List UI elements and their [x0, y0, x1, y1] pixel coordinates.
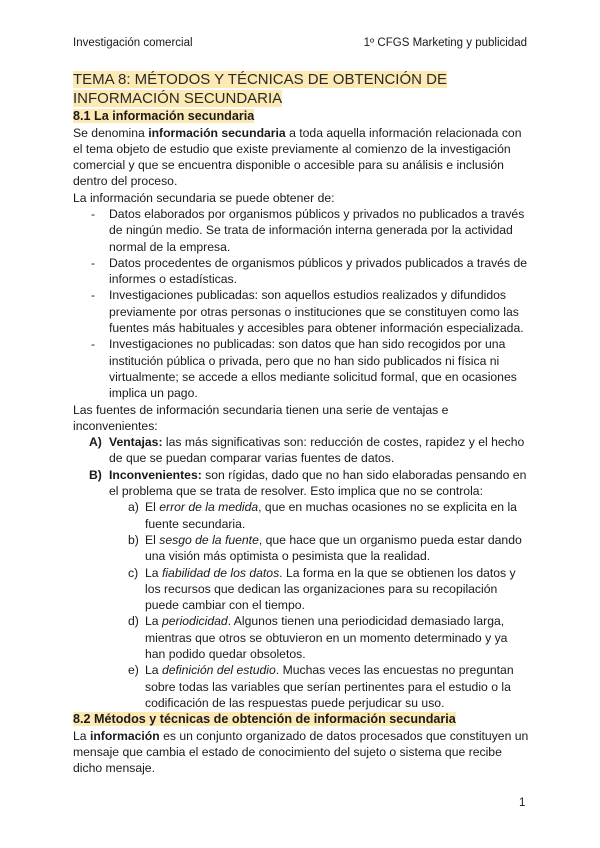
fuentes-paragraph: Las fuentes de información secundaria tienen una serie de ventajas e inconvenientes: [73, 402, 449, 433]
title-line-1: TEMA 8: MÉTODOS Y TÉCNICAS DE OBTENCIÓN DE [73, 71, 447, 88]
section-1-lead: La información secundaria se puede obtener de: [73, 190, 335, 205]
section-1-heading: 8.1 La información secundaria [73, 109, 255, 123]
pros-cons-list [73, 434, 529, 711]
page-number: 1 [519, 797, 526, 809]
document-body [73, 70, 529, 777]
page-title [73, 70, 529, 108]
section-1-intro: Se denomina información secundaria a toda aquella información relacionada con el tema objeto de estudio que existe previamente al comienzo de la investigación comercial y que se encuentra disponible o accesible para su análisis e inclusión dentro del proceso. [73, 125, 522, 189]
header-subject: Investigación comercial [73, 37, 193, 49]
sources-list [73, 206, 529, 402]
title-line-2: INFORMACIÓN SECUNDARIA [73, 90, 283, 107]
list-item: - Datos procedentes de organismos públicos y privados publicados a través de informes o estadísticas. [109, 255, 529, 288]
list-item: - Investigaciones publicadas: son aquellos estudios realizados y difundidos previamente por otras personas o instituciones que se constituyen como las fuentes más habituales y accesibles para obtener información especializada. [109, 287, 529, 336]
advantages-item: A) Ventajas: las más significativas son: reducción de costes, rapidez y el hecho de que se puedan comparar varias fuentes de datos. [89, 435, 525, 466]
sub-item: e) La definición del estudio. Muchas veces las encuestas no preguntan sobre todas las variables que serían pertinentes para el estudio o la codificación de las respuestas puede perjudicar su uso. [128, 663, 514, 710]
disadvantages-sublist [109, 499, 529, 711]
list-item: - Investigaciones no publicadas: son datos que han sido recogidos por una institución pública o privada, pero que no han sido publicados ni física ni virtualmente; se accede a ellos mediante solicitud formal, que en ocasiones implica un pago. [109, 336, 529, 401]
sub-item: d) La periodicidad. Algunos tienen una periodicidad demasiado larga, mientras que otros se obtuvieron en un momento determinado y ya han podido quedar obsoletos. [128, 614, 508, 661]
disadvantages-item: B) Inconvenientes: son rígidas, dado que no han sido elaboradas pensando en el problema que se trata de resolver. Esto implica que no se controla: a) El error de la medida, que en muchas ocasiones no se explicita en la fuente secundaria. b) El sesgo de la fuente, que hace que un organismo pueda estar dando una visión más optimista o pesimista que la realidad. c) La fiabilidad de los datos. La forma en la que se obtienen los datos y los recursos que dedican las organizaciones para su recopilación puede cambiar con el tiempo. d) La periodicidad. Algunos tienen una periodicidad demasiado larga, mientras que otros se obtuvieron en un momento determinado y ya han podido quedar obsoletos. e) La definición del estudio. Muchas veces las encuestas no preguntan sobre todas las variables que serían pertinentes para el estudio o la codificación de las respuestas puede perjudicar su uso. [109, 467, 529, 711]
section-2-heading: 8.2 Métodos y técnicas de obtención de información secundaria [73, 712, 456, 727]
sub-item: a) El error de la medida, que en muchas ocasiones no se explicita en la fuente secundaria. [128, 500, 517, 531]
list-item: - Datos elaborados por organismos públicos y privados no publicados a través de ningún medio. Se trata de información interna generada por la actividad normal de la empresa. [109, 206, 529, 255]
section-2-intro: La información es un conjunto organizado de datos procesados que constituyen un mensaje que cambia el estado de conocimiento del sujeto o sistema que recibe dicho mensaje. [73, 728, 529, 776]
sub-item: c) La fiabilidad de los datos. La forma en la que se obtienen los datos y los recursos que dedican las organizaciones para su recopilación puede cambiar con el tiempo. [128, 565, 516, 613]
sub-item: b) El sesgo de la fuente, que hace que un organismo pueda estar dando una visión más optimista o pesimista que la realidad. [128, 532, 522, 564]
header-course: 1º CFGS Marketing y publicidad [363, 37, 527, 49]
